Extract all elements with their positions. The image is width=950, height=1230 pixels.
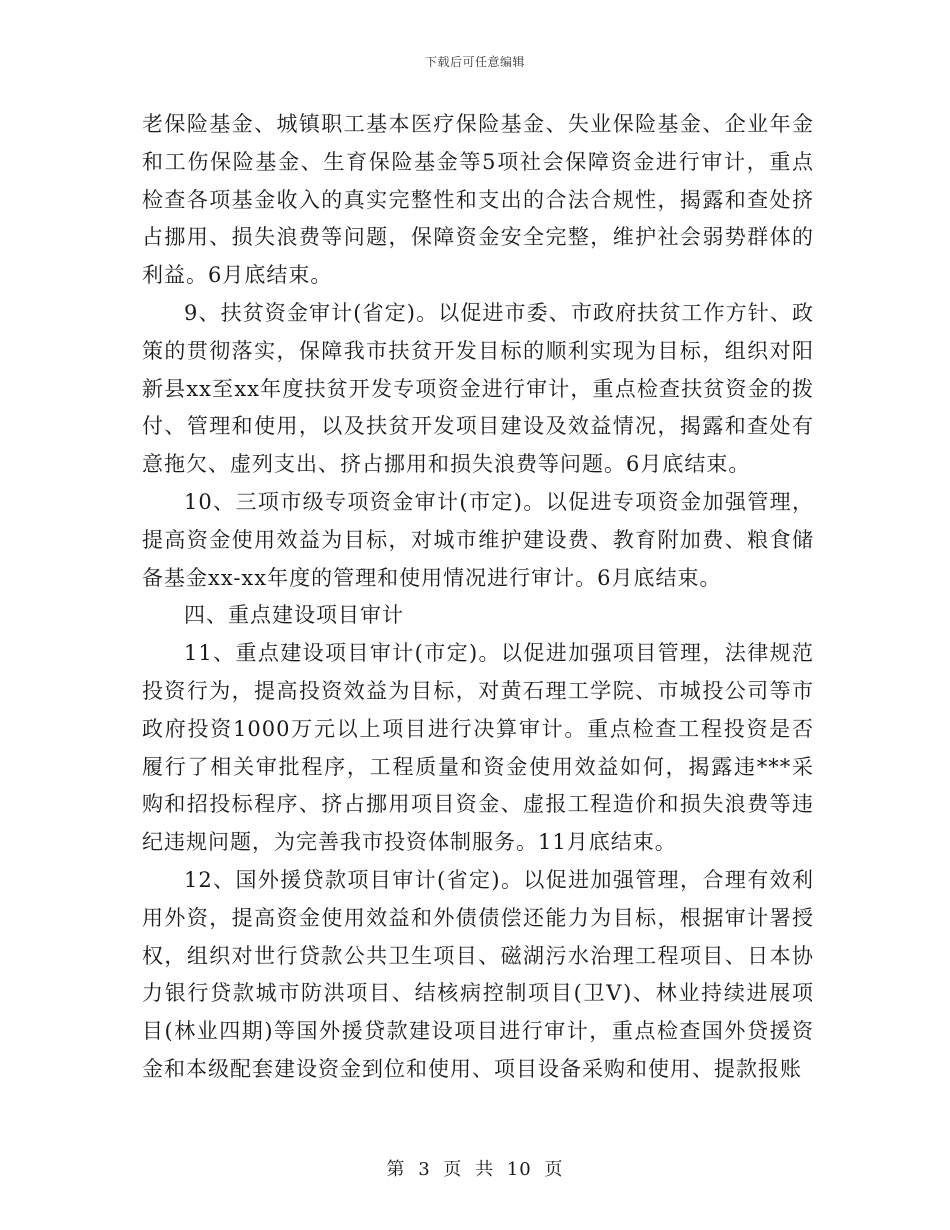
- page-header: 下载后可任意编辑: [424, 55, 525, 69]
- paragraph-item-11-key-project-audit: 11、重点建设项目审计(市定)。以促进加强项目管理，法律规范投资行为，提高投资效益为目标，对黄石理工学院、市城投公司等市政府投资1000万元以上项目进行决算审计。重点检查工程投资是否履行了相关审批程序，工程质量和资金使用效益如何，揭露违***采购和招投标程序、挤占挪用项目资金、虚报工程造价和损失浪费等违纪违规问题，为完善我市投资体制服务。11月底结束。: [142, 641, 814, 855]
- paragraph-item-12-foreign-loan-audit: 12、国外援贷款项目审计(省定)。以促进加强管理，合理有效利用外资，提高资金使用效益和外债债偿还能力为目标，根据审计署授权，组织对世行贷款公共卫生项目、磁湖污水治理工程项目、日本协力银行贷款城市防洪项目、结核病控制项目(卫Ⅴ)、林业持续进展项目(林业四期)等国外援贷款建设项目进行审计，重点检查国外贷援资金和本级配套建设资金到位和使用、项目设备采购和使用、提款报账: [142, 867, 814, 1081]
- document-body: [142, 106, 814, 1089]
- page-footer-page-number: 第 3 页 共 10 页: [386, 1159, 564, 1180]
- section-heading-key-projects: 四、重点建设项目审计: [184, 603, 404, 628]
- paragraph-item-10-special-fund-audit: 10、三项市级专项资金审计(市定)。以促进专项资金加强管理，提高资金使用效益为目标，对城市维护建设费、教育附加费、粮食储备基金xx-xx年度的管理和使用情况进行审计。6月底结束。: [142, 489, 814, 590]
- paragraph-item-9-poverty-fund-audit: 9、扶贫资金审计(省定)。以促进市委、市政府扶贫工作方针、政策的贯彻落实，保障我市扶贫开发目标的顺利实现为目标，组织对阳新县xx至xx年度扶贫开发专项资金进行审计，重点检查扶贫资金的拨付、管理和使用，以及扶贫开发项目建设及效益情况，揭露和查处有意拖欠、虚列支出、挤占挪用和损失浪费等问题。6月底结束。: [142, 300, 814, 477]
- paragraph-social-security-continuation: 老保险基金、城镇职工基本医疗保险基金、失业保险基金、企业年金和工伤保险基金、生育保险基金等5项社会保障资金进行审计，重点检查各项基金收入的真实完整性和支出的合法合规性，揭露和查处挤占挪用、损失浪费等问题，保障资金安全完整，维护社会弱势群体的利益。6月底结束。: [142, 112, 814, 288]
